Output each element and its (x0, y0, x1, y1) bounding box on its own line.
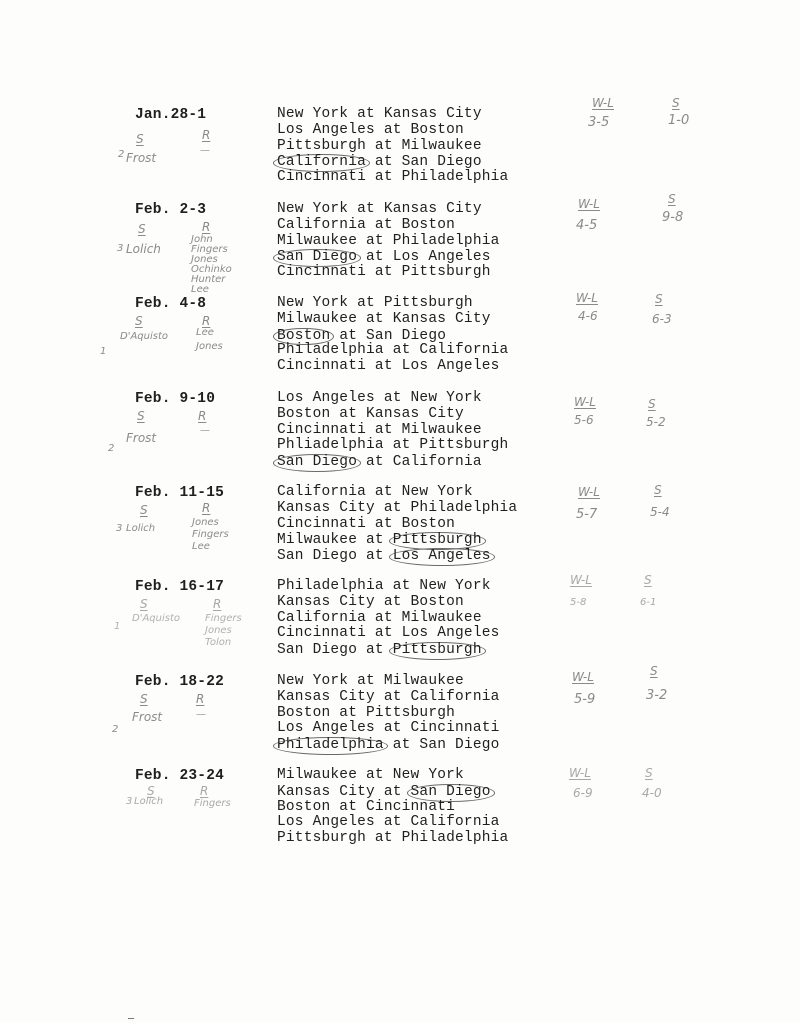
reliever-label: R (213, 597, 222, 611)
game-line: Los Angeles at Boston (277, 121, 464, 138)
reliever-names (196, 710, 206, 720)
starter-label: S (136, 132, 144, 146)
starter-name: Lolich (126, 523, 156, 534)
game-line: Milwaukee at Kansas City (277, 310, 491, 327)
game-line: Boston at San Diego (277, 328, 508, 344)
starter-name: Frost (126, 151, 157, 165)
reliever-name: — (196, 709, 206, 720)
saves-label: S (648, 397, 656, 411)
reliever-name: Fingers (205, 613, 242, 624)
saves-record: 5-4 (650, 505, 670, 519)
wl-record: 5-7 (576, 507, 598, 522)
game-line: Philadelphia at California (277, 342, 509, 359)
game-line: Kansas City at Boston (277, 593, 464, 610)
starter-name: D'Aquisto (120, 331, 169, 342)
starter-label: S (147, 784, 155, 798)
starter-name: Frost (126, 431, 157, 445)
game-line: New York at Kansas City (277, 201, 482, 217)
wl-label: W-L (570, 573, 592, 587)
wl-record: 4-6 (578, 309, 598, 323)
circled-team: San Diego (407, 784, 495, 802)
starter-name: Lolich (126, 242, 161, 256)
rotation-number: 3 (126, 796, 133, 807)
rotation-number: 2 (112, 724, 119, 735)
reliever-name: Jones (196, 341, 223, 352)
game-line: California at Boston (277, 216, 456, 233)
reliever-names (194, 799, 231, 809)
starter-label: S (140, 503, 148, 517)
circled-team: Philadelphia (273, 737, 388, 755)
starter-label: S (138, 222, 146, 236)
reliever-name: Fingers (194, 798, 231, 809)
circled-team: Pittsburgh (389, 532, 486, 550)
circled-team: California (273, 154, 370, 172)
circled-team: Pittsburgh (389, 642, 486, 660)
saves-record: 4-0 (642, 786, 662, 800)
reliever-label: R (198, 409, 207, 423)
saves-label: S (668, 192, 676, 206)
saves-label: S (655, 292, 663, 306)
circled-team: San Diego (273, 454, 361, 472)
game-line: Philadelphia at New York (277, 578, 491, 594)
date-range: Feb. 11-15 (135, 485, 225, 501)
rotation-number: 2 (118, 149, 125, 160)
game-line: Kansas City at San Diego (277, 784, 508, 800)
game-line: Philadelphia at San Diego (277, 737, 500, 753)
game-line: Boston at Kansas City (277, 405, 464, 422)
wl-label: W-L (592, 96, 614, 110)
game-line: Milwaukee at New York (277, 767, 464, 783)
games-list (277, 579, 500, 658)
game-line: Cincinnati at Boston (277, 515, 456, 532)
date-range: Feb. 18-22 (135, 674, 225, 690)
rotation-number: 3 (116, 523, 123, 534)
reliever-label: R (202, 220, 211, 234)
date-range: Jan.28-1 (135, 107, 207, 123)
starter-label: S (135, 314, 143, 328)
wl-record: 4-5 (576, 218, 598, 233)
game-line: California at San Diego (277, 154, 508, 170)
rotation-number: 3 (117, 243, 124, 254)
games-list (277, 674, 500, 753)
game-line: Phliadelphia at Pittsburgh (277, 437, 509, 454)
rotation-number: 1 (100, 346, 107, 357)
wl-label: W-L (574, 395, 596, 409)
reliever-name: Hunter (191, 274, 226, 285)
reliever-label: R (202, 128, 211, 142)
game-line: New York at Pittsburgh (277, 295, 473, 311)
game-line: San Diego at California (277, 454, 508, 470)
date-range: Feb. 9-10 (135, 391, 216, 407)
reliever-names (200, 426, 210, 436)
saves-label: S (650, 664, 658, 678)
game-line: Kansas City at California (277, 688, 500, 705)
reliever-name: Lee (196, 327, 214, 338)
games-list (277, 107, 508, 186)
game-line: Cincinnati at Milwaukee (277, 421, 482, 438)
game-line: New York at Kansas City (277, 106, 482, 122)
game-line: Pittsburgh at Milwaukee (277, 137, 482, 154)
game-line: Milwaukee at Philadelphia (277, 232, 500, 249)
date-range: Feb. 16-17 (135, 579, 225, 595)
saves-label: S (654, 483, 662, 497)
game-line: California at Milwaukee (277, 609, 482, 626)
game-line: San Diego at Los Angeles (277, 548, 517, 564)
game-line: Cincinnati at Pittsburgh (277, 264, 491, 281)
starter-label: S (140, 692, 148, 706)
saves-record: 3-2 (646, 688, 668, 703)
game-line: San Diego at Los Angeles (277, 249, 500, 265)
games-list (277, 485, 517, 564)
game-line: San Diego at Pittsburgh (277, 642, 500, 658)
game-line: Milwaukee at Pittsburgh (277, 532, 517, 548)
circled-team: Los Angeles (389, 548, 495, 566)
stray-mark (128, 1018, 134, 1019)
saves-label: S (645, 766, 653, 780)
game-line: Los Angeles at New York (277, 390, 482, 406)
game-line: Los Angeles at Cincinnati (277, 720, 500, 737)
reliever-names (191, 235, 232, 295)
date-range: Feb. 23-24 (135, 768, 225, 784)
wl-label: W-L (578, 485, 600, 499)
wl-record: 5-9 (574, 692, 596, 707)
game-line: Los Angeles at California (277, 814, 500, 831)
wl-label: W-L (576, 291, 598, 305)
circled-team: Boston (273, 328, 334, 346)
reliever-name: Lee (191, 284, 209, 295)
reliever-name: Lee (192, 541, 210, 552)
saves-record: 6-3 (652, 312, 672, 326)
reliever-names (205, 614, 242, 648)
date-range: Feb. 2-3 (135, 202, 207, 218)
game-line: Boston at Pittsburgh (277, 704, 456, 721)
starter-name: Lolich (134, 796, 164, 807)
wl-label: W-L (569, 766, 591, 780)
game-line: Boston at Cincinnati (277, 798, 456, 815)
wl-label: W-L (572, 670, 594, 684)
reliever-name: — (200, 425, 210, 436)
reliever-label: R (200, 784, 209, 798)
starter-name: Frost (132, 710, 163, 724)
reliever-names (200, 146, 210, 156)
reliever-name: Jones (192, 517, 219, 528)
reliever-name: Ochinko (191, 264, 232, 275)
game-line: Kansas City at Philadelphia (277, 499, 518, 516)
game-line: New York at Milwaukee (277, 673, 464, 689)
circled-team: San Diego (273, 249, 361, 267)
wl-label: W-L (578, 197, 600, 211)
game-line: Pittsburgh at Philadelphia (277, 830, 509, 847)
game-line: California at New York (277, 484, 473, 500)
rotation-number: 2 (108, 443, 115, 454)
wl-record: 5-6 (574, 413, 594, 427)
saves-label: S (644, 573, 652, 587)
reliever-label: R (196, 692, 205, 706)
games-list (277, 391, 508, 470)
saves-record: 9-8 (662, 210, 684, 225)
games-list (277, 296, 508, 375)
saves-record: 5-2 (646, 415, 666, 429)
reliever-name: Jones (205, 625, 232, 636)
saves-record: 6-1 (640, 597, 657, 608)
reliever-name: — (200, 145, 210, 156)
reliever-name: John (191, 234, 213, 245)
saves-label: S (672, 96, 680, 110)
starter-label: S (140, 597, 148, 611)
reliever-name: Tolon (205, 637, 232, 648)
game-line: Cincinnati at Philadelphia (277, 169, 509, 186)
game-line: Cincinnati at Los Angeles (277, 625, 500, 642)
rotation-number: 1 (114, 621, 121, 632)
wl-record: 3-5 (588, 115, 610, 130)
date-range: Feb. 4-8 (135, 296, 207, 312)
saves-record: 1-0 (668, 113, 690, 128)
starter-name: D'Aquisto (132, 613, 181, 624)
games-list (277, 768, 508, 847)
wl-record: 5-8 (570, 597, 587, 608)
wl-record: 6-9 (573, 786, 593, 800)
reliever-names (192, 518, 229, 552)
reliever-label: R (202, 314, 211, 328)
starter-label: S (137, 409, 145, 423)
reliever-name: Fingers (191, 244, 228, 255)
reliever-names (196, 328, 223, 352)
games-list (277, 202, 500, 281)
game-line: Cincinnati at Los Angeles (277, 358, 500, 375)
reliever-name: Jones (191, 254, 218, 265)
reliever-label: R (202, 501, 211, 515)
reliever-name: Fingers (192, 529, 229, 540)
